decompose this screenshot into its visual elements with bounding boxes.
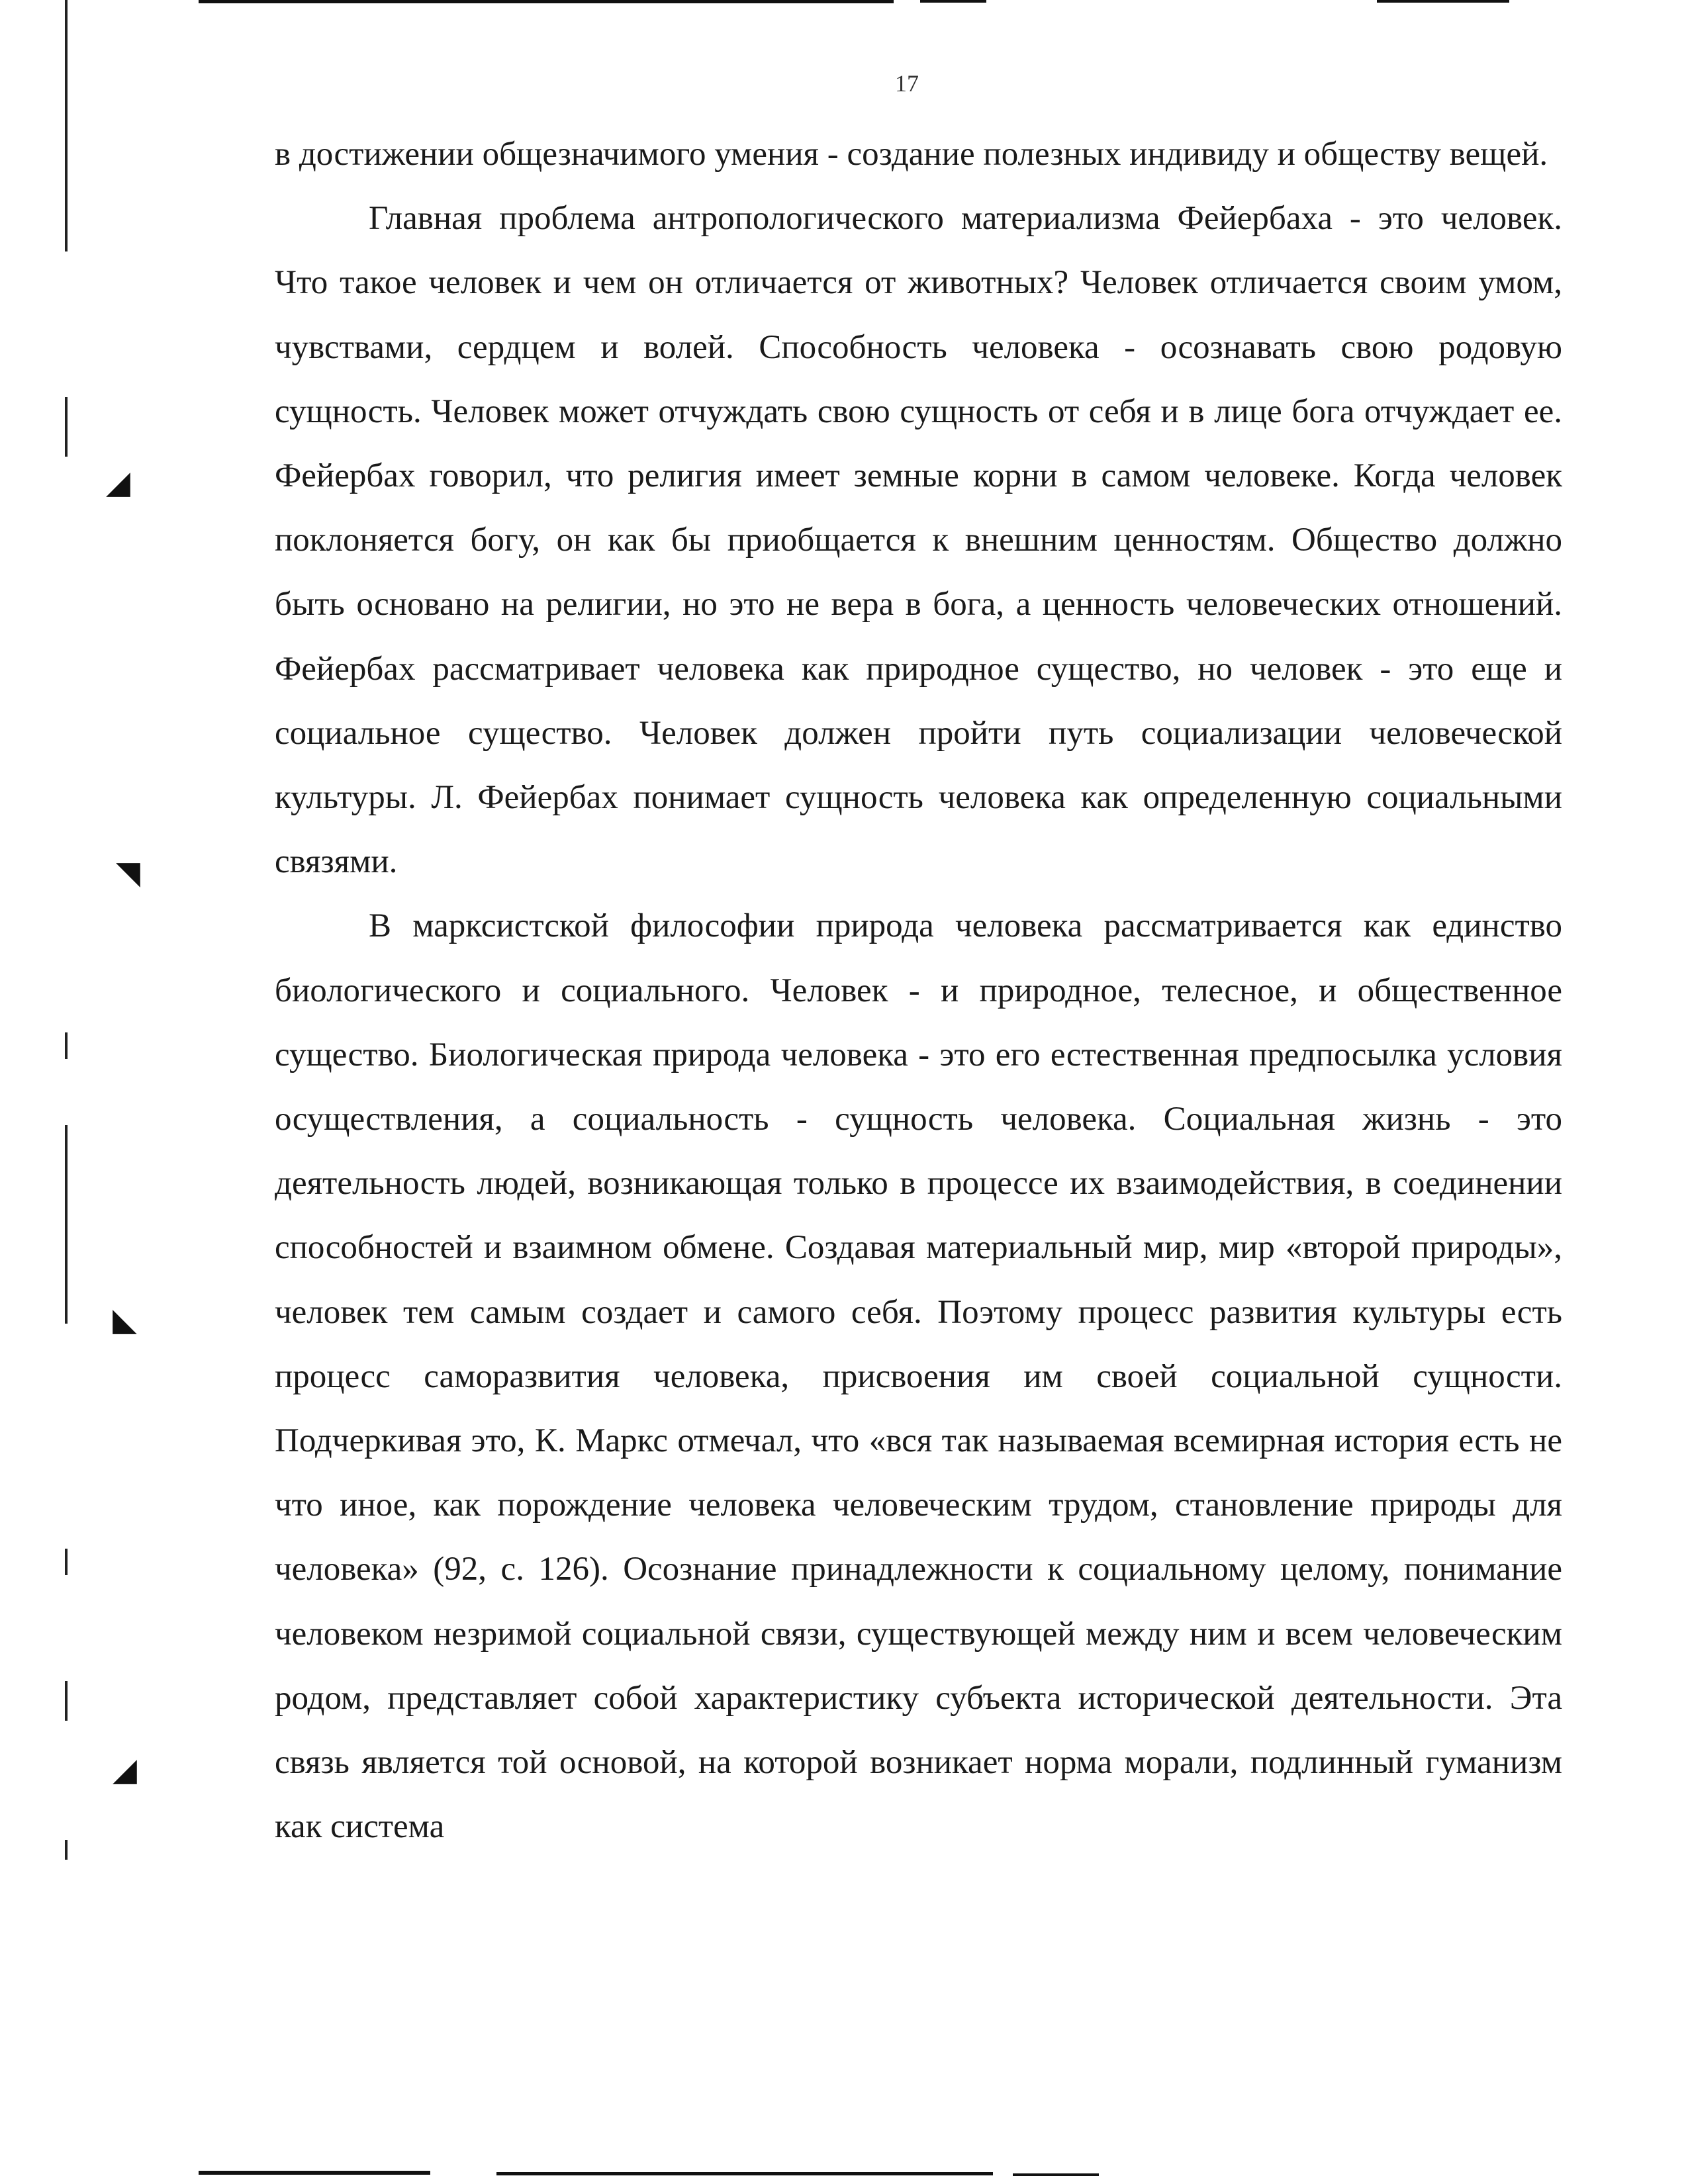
- margin-line-2: [65, 397, 68, 457]
- margin-line-1: [65, 0, 68, 251]
- margin-line-6: [65, 1681, 68, 1721]
- paragraph: В марксистской философии природа человека рассматривается как единство биологического и социального. Человек - и природное, телесное, и общественное существо. Биологическая природа человека - это его естественная предпосылка условия осуществления, а социальность - сущность человека. Социальная жизнь - это деятельность людей, возникающая только в процессе их взаимодействия, в соединении способностей и взаимном обмене. Создавая материальный мир, мир «второй природы», человек тем самым создает и самого себя. Поэтому процесс развития культуры есть процесс саморазвития человека, присвоения им своей социальной сущности. Подчеркивая это, К. Маркс отмечал, что «вся так называемая всемирная история есть не что иное, как порождение человека человеческим трудом, становление природы для человека» (92, с. 126). Осознание принадлежности к социальному целому, понимание человеком незримой социальной связи, существующей между ним и всем человеческим родом, представляет собой характеристику субъекта исторической деятельности. Эта связь является той основой, на которой возникает норма морали, подлинный гуманизм как система: [275, 907, 1562, 1846]
- scan-edge-top-1: [199, 0, 894, 3]
- margin-arrow-icon: ◥: [116, 854, 140, 891]
- scan-edge-bottom-1: [199, 2171, 430, 2175]
- page-number: 17: [895, 70, 919, 97]
- scan-edge-top-2: [920, 0, 986, 3]
- margin-arrow-icon: ◢: [106, 464, 130, 501]
- scan-edge-bottom-3: [1013, 2173, 1099, 2176]
- margin-line-7: [65, 1840, 68, 1860]
- scan-edge-bottom-2: [496, 2172, 993, 2175]
- scan-edge-top-3: [1377, 0, 1509, 3]
- margin-line-5: [65, 1549, 68, 1575]
- margin-arrow-icon: ◢: [113, 1751, 137, 1788]
- margin-line-3: [65, 1032, 68, 1059]
- paragraph: Главная проблема антропологического материализма Фейербаха - это человек. Что такое человек и чем он отличается от животных? Человек отличается своим умом, чувствами, сердцем и волей. Способность человека - осознавать свою родовую сущность. Человек может отчуждать свою сущность от себя и в лице бога отчуждает ее. Фейербах говорил, что религия имеет земные корни в самом человеке. Когда человек поклоняется богу, он как бы приобщается к внешним ценностям. Общество должно быть основано на религии, но это не вера в бога, а ценность человеческих отношений. Фейербах рассматривает человека как природное существо, но человек - это еще и социальное существо. Человек должен пройти путь социализации человеческой культуры. Л. Фейербах понимает сущность человека как определенную социальными связями.: [275, 200, 1562, 881]
- margin-arrow-icon: ◣: [113, 1301, 137, 1338]
- paragraph: в достижении общезначимого умения - создание полезных индивиду и обществу вещей.: [275, 136, 1548, 173]
- body-text: [275, 122, 1562, 1859]
- margin-line-4: [65, 1125, 68, 1324]
